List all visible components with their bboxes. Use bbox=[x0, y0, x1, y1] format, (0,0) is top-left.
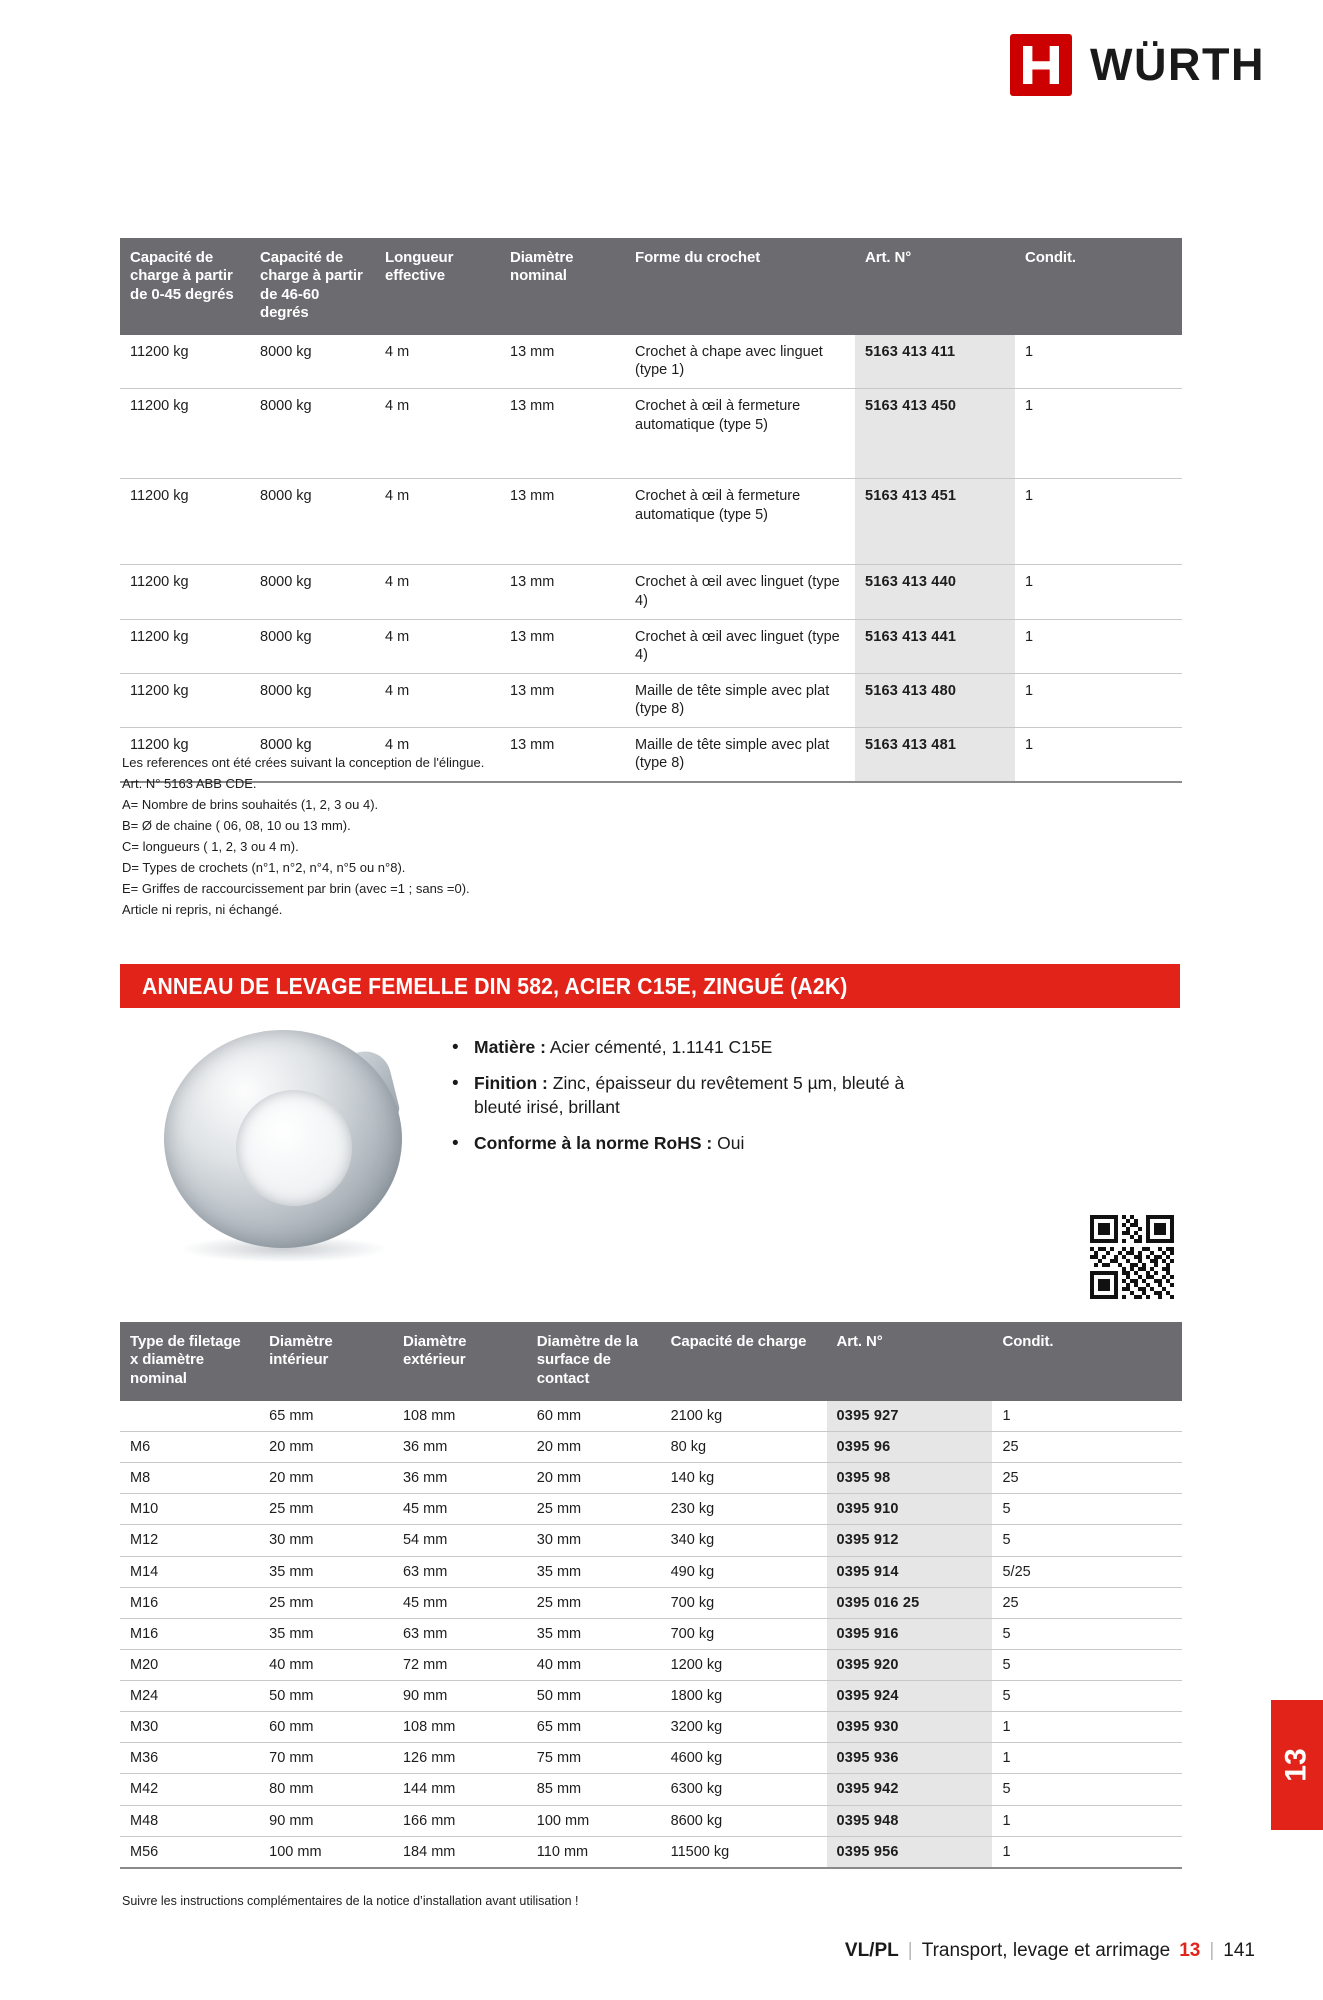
col-inner-diameter: Diamètre intérieur bbox=[259, 1322, 393, 1401]
table-row bbox=[120, 389, 1182, 479]
product-image-bore bbox=[236, 1090, 352, 1206]
cell-thread-type: M42 bbox=[120, 1774, 259, 1805]
footnote-line: D= Types de crochets (n°1, n°2, n°4, n°5 ou n°8). bbox=[122, 860, 406, 876]
page-footer bbox=[845, 1940, 1255, 1962]
cell-capacity-0-45: 11200 kg bbox=[120, 565, 250, 619]
table-row bbox=[120, 1525, 1182, 1556]
cell-load-capacity: 3200 kg bbox=[661, 1712, 827, 1743]
cell-contact-surface-diameter: 65 mm bbox=[527, 1712, 661, 1743]
cell-article-number[interactable]: 5163 413 450 bbox=[855, 389, 1015, 479]
section-title-banner bbox=[120, 964, 1180, 1008]
cell-inner-diameter: 20 mm bbox=[259, 1463, 393, 1494]
installation-note: Suivre les instructions complémentaires de la notice d’installation avant utilisation ! bbox=[122, 1894, 579, 1908]
wurth-logo-icon bbox=[1010, 34, 1072, 96]
cell-capacity-0-45: 11200 kg bbox=[120, 389, 250, 479]
footer-title: Transport, levage et arrimage bbox=[921, 1940, 1171, 1961]
cell-capacity-0-45: 11200 kg bbox=[120, 335, 250, 389]
cell-load-capacity: 140 kg bbox=[661, 1463, 827, 1494]
cell-nominal-diameter: 13 mm bbox=[500, 389, 625, 479]
table-row bbox=[120, 1432, 1182, 1463]
cell-contact-surface-diameter: 100 mm bbox=[527, 1805, 661, 1836]
cell-contact-surface-diameter: 35 mm bbox=[527, 1556, 661, 1587]
cell-load-capacity: 6300 kg bbox=[661, 1774, 827, 1805]
cell-outer-diameter: 90 mm bbox=[393, 1681, 527, 1712]
cell-capacity-0-45: 11200 kg bbox=[120, 673, 250, 727]
cell-thread-type: M36 bbox=[120, 1743, 259, 1774]
cell-article-number[interactable]: 5163 413 481 bbox=[855, 728, 1015, 783]
col-nominal-diameter: Diamètre nominal bbox=[500, 238, 625, 335]
cell-hook-form: Maille de tête simple avec plat (type 8) bbox=[625, 728, 855, 783]
sling-footnotes bbox=[122, 752, 484, 920]
cell-packaging: 1 bbox=[1015, 565, 1182, 619]
cell-outer-diameter: 72 mm bbox=[393, 1649, 527, 1680]
cell-thread-type: M24 bbox=[120, 1681, 259, 1712]
cell-load-capacity: 1800 kg bbox=[661, 1681, 827, 1712]
cell-contact-surface-diameter: 20 mm bbox=[527, 1432, 661, 1463]
cell-capacity-0-45: 11200 kg bbox=[120, 728, 250, 783]
cell-packaging: 1 bbox=[1015, 335, 1182, 389]
cell-article-number[interactable]: 0395 96 bbox=[827, 1432, 993, 1463]
cell-packaging: 5/25 bbox=[992, 1556, 1182, 1587]
table-row bbox=[120, 1681, 1182, 1712]
cell-packaging: 5 bbox=[992, 1649, 1182, 1680]
eyebolt-dimensions-table bbox=[120, 1322, 1182, 1869]
cell-nominal-diameter: 13 mm bbox=[500, 728, 625, 783]
cell-nominal-diameter: 13 mm bbox=[500, 335, 625, 389]
cell-effective-length: 4 m bbox=[375, 389, 500, 479]
chapter-tab bbox=[1271, 1700, 1323, 1830]
cell-article-number[interactable]: 5163 413 480 bbox=[855, 673, 1015, 727]
table-row bbox=[120, 1649, 1182, 1680]
cell-contact-surface-diameter: 75 mm bbox=[527, 1743, 661, 1774]
cell-article-number[interactable]: 5163 413 441 bbox=[855, 619, 1015, 673]
cell-capacity-46-60: 8000 kg bbox=[250, 619, 375, 673]
cell-hook-form: Crochet à chape avec linguet (type 1) bbox=[625, 335, 855, 389]
sling-table-body bbox=[120, 335, 1182, 782]
cell-load-capacity: 4600 kg bbox=[661, 1743, 827, 1774]
footnote-line: A= Nombre de brins souhaités (1, 2, 3 ou 4). bbox=[122, 797, 379, 813]
cell-article-number[interactable]: 0395 910 bbox=[827, 1494, 993, 1525]
cell-inner-diameter: 80 mm bbox=[259, 1774, 393, 1805]
cell-article-number[interactable]: 0395 942 bbox=[827, 1774, 993, 1805]
col-outer-diameter: Diamètre extérieur bbox=[393, 1322, 527, 1401]
cell-outer-diameter: 166 mm bbox=[393, 1805, 527, 1836]
qr-code-icon[interactable] bbox=[1090, 1215, 1174, 1299]
cell-packaging: 5 bbox=[992, 1494, 1182, 1525]
cell-packaging: 1 bbox=[992, 1743, 1182, 1774]
cell-article-number[interactable]: 0395 916 bbox=[827, 1618, 993, 1649]
cell-thread-type: M8 bbox=[120, 1463, 259, 1494]
cell-article-number[interactable]: 5163 413 451 bbox=[855, 479, 1015, 565]
cell-contact-surface-diameter: 40 mm bbox=[527, 1649, 661, 1680]
cell-inner-diameter: 40 mm bbox=[259, 1649, 393, 1680]
cell-hook-form: Maille de tête simple avec plat (type 8) bbox=[625, 673, 855, 727]
table-row bbox=[120, 673, 1182, 727]
footer-section-number: 13 bbox=[1179, 1940, 1201, 1961]
cell-packaging: 1 bbox=[1015, 673, 1182, 727]
table-row bbox=[120, 1774, 1182, 1805]
cell-inner-diameter: 100 mm bbox=[259, 1836, 393, 1868]
cell-contact-surface-diameter: 25 mm bbox=[527, 1587, 661, 1618]
cell-nominal-diameter: 13 mm bbox=[500, 619, 625, 673]
cell-capacity-46-60: 8000 kg bbox=[250, 479, 375, 565]
cell-article-number[interactable]: 0395 948 bbox=[827, 1805, 993, 1836]
cell-packaging: 1 bbox=[992, 1712, 1182, 1743]
col-load-capacity: Capacité de charge bbox=[661, 1322, 827, 1401]
table-row bbox=[120, 1494, 1182, 1525]
cell-thread-type: M20 bbox=[120, 1649, 259, 1680]
cell-hook-form: Crochet à œil à fermeture automatique (type 5) bbox=[625, 479, 855, 565]
list-item bbox=[452, 1072, 932, 1119]
cell-packaging: 1 bbox=[1015, 389, 1182, 479]
cell-effective-length: 4 m bbox=[375, 619, 500, 673]
cell-outer-diameter: 54 mm bbox=[393, 1525, 527, 1556]
cell-inner-diameter: 25 mm bbox=[259, 1587, 393, 1618]
cell-outer-diameter: 108 mm bbox=[393, 1401, 527, 1432]
footnote-line: E= Griffes de raccourcissement par brin (avec =1 ; sans =0). bbox=[122, 881, 470, 897]
spec-value: Acier cémenté, 1.1141 C15E bbox=[549, 1037, 773, 1057]
cell-contact-surface-diameter: 85 mm bbox=[527, 1774, 661, 1805]
cell-contact-surface-diameter: 35 mm bbox=[527, 1618, 661, 1649]
footnote-line: Les references ont été crées suivant la conception de l'élingue. bbox=[122, 755, 485, 770]
table-row bbox=[120, 1743, 1182, 1774]
cell-article-number[interactable]: 0395 956 bbox=[827, 1836, 993, 1868]
table-header-row bbox=[120, 1322, 1182, 1401]
cell-thread-type: M10 bbox=[120, 1494, 259, 1525]
cell-outer-diameter: 108 mm bbox=[393, 1712, 527, 1743]
cell-capacity-46-60: 8000 kg bbox=[250, 389, 375, 479]
cell-load-capacity: 490 kg bbox=[661, 1556, 827, 1587]
cell-inner-diameter: 70 mm bbox=[259, 1743, 393, 1774]
cell-inner-diameter: 60 mm bbox=[259, 1712, 393, 1743]
cell-load-capacity: 340 kg bbox=[661, 1525, 827, 1556]
cell-hook-form: Crochet à œil à fermeture automatique (type 5) bbox=[625, 389, 855, 479]
cell-capacity-46-60: 8000 kg bbox=[250, 565, 375, 619]
eyebolt-table-body bbox=[120, 1401, 1182, 1868]
footnote-line: Article ni repris, ni échangé. bbox=[122, 902, 283, 918]
cell-packaging: 1 bbox=[1015, 619, 1182, 673]
cell-inner-diameter: 65 mm bbox=[259, 1401, 393, 1432]
cell-effective-length: 4 m bbox=[375, 335, 500, 389]
table-row bbox=[120, 1805, 1182, 1836]
table-row bbox=[120, 1587, 1182, 1618]
cell-nominal-diameter: 13 mm bbox=[500, 673, 625, 727]
cell-contact-surface-diameter: 110 mm bbox=[527, 1836, 661, 1868]
cell-outer-diameter: 63 mm bbox=[393, 1618, 527, 1649]
spec-label: Finition : bbox=[474, 1073, 548, 1094]
cell-outer-diameter: 63 mm bbox=[393, 1556, 527, 1587]
cell-contact-surface-diameter: 60 mm bbox=[527, 1401, 661, 1432]
table-row bbox=[120, 1618, 1182, 1649]
table-header-row bbox=[120, 238, 1182, 335]
cell-outer-diameter: 144 mm bbox=[393, 1774, 527, 1805]
section-title-text: ANNEAU DE LEVAGE FEMELLE DIN 582, ACIER C15E, ZINGUÉ (A2K) bbox=[142, 972, 848, 999]
footer-separator: | bbox=[907, 1940, 913, 1961]
cell-article-number[interactable]: 5163 413 440 bbox=[855, 565, 1015, 619]
product-image-eyebolt bbox=[152, 1022, 412, 1282]
cell-load-capacity: 700 kg bbox=[661, 1618, 827, 1649]
table-row bbox=[120, 1712, 1182, 1743]
footer-page-number: 141 bbox=[1223, 1940, 1255, 1961]
col-effective-length: Longueur effective bbox=[375, 238, 500, 335]
cell-nominal-diameter: 13 mm bbox=[500, 565, 625, 619]
col-contact-surface-diameter: Diamètre de la surface de contact bbox=[527, 1322, 661, 1401]
cell-capacity-0-45: 11200 kg bbox=[120, 619, 250, 673]
spec-label: Conforme à la norme RoHS : bbox=[474, 1133, 713, 1154]
cell-inner-diameter: 30 mm bbox=[259, 1525, 393, 1556]
footer-separator-2: | bbox=[1209, 1940, 1215, 1961]
footnote-line: Art. N° 5163 ABB CDE. bbox=[122, 776, 257, 792]
cell-thread-type: M6 bbox=[120, 1432, 259, 1463]
cell-outer-diameter: 45 mm bbox=[393, 1587, 527, 1618]
sling-capacity-table bbox=[120, 238, 1182, 783]
cell-effective-length: 4 m bbox=[375, 479, 500, 565]
cell-article-number[interactable]: 0395 924 bbox=[827, 1681, 993, 1712]
cell-inner-diameter: 25 mm bbox=[259, 1494, 393, 1525]
list-item bbox=[452, 1036, 932, 1059]
cell-capacity-0-45: 11200 kg bbox=[120, 479, 250, 565]
cell-thread-type: M16 bbox=[120, 1587, 259, 1618]
cell-article-number[interactable]: 0395 016 25 bbox=[827, 1587, 993, 1618]
cell-thread-type: M30 bbox=[120, 1712, 259, 1743]
list-item bbox=[452, 1132, 932, 1155]
product-specs-list bbox=[412, 1036, 932, 1169]
footer-category: VL/PL bbox=[844, 1940, 899, 1961]
col-packaging: Condit. bbox=[1015, 238, 1182, 335]
cell-load-capacity: 230 kg bbox=[661, 1494, 827, 1525]
col-article-number: Art. N° bbox=[827, 1322, 993, 1401]
cell-packaging: 25 bbox=[992, 1463, 1182, 1494]
cell-thread-type bbox=[120, 1401, 259, 1432]
brand-name: WÜRTH bbox=[1090, 39, 1265, 90]
cell-packaging: 1 bbox=[992, 1401, 1182, 1432]
cell-contact-surface-diameter: 50 mm bbox=[527, 1681, 661, 1712]
brand-header bbox=[1010, 34, 1265, 96]
cell-outer-diameter: 184 mm bbox=[393, 1836, 527, 1868]
table-row bbox=[120, 335, 1182, 389]
cell-hook-form: Crochet à œil avec linguet (type 4) bbox=[625, 619, 855, 673]
col-capacity-46-60: Capacité de charge à partir de 46-60 degrés bbox=[250, 238, 375, 335]
product-image-ring bbox=[164, 1030, 402, 1248]
table-row bbox=[120, 619, 1182, 673]
cell-thread-type: M56 bbox=[120, 1836, 259, 1868]
cell-thread-type: M48 bbox=[120, 1805, 259, 1836]
cell-load-capacity: 11500 kg bbox=[661, 1836, 827, 1868]
cell-article-number[interactable]: 0395 914 bbox=[827, 1556, 993, 1587]
cell-outer-diameter: 36 mm bbox=[393, 1432, 527, 1463]
cell-load-capacity: 1200 kg bbox=[661, 1649, 827, 1680]
table-row bbox=[120, 1556, 1182, 1587]
cell-inner-diameter: 50 mm bbox=[259, 1681, 393, 1712]
cell-inner-diameter: 35 mm bbox=[259, 1618, 393, 1649]
cell-contact-surface-diameter: 30 mm bbox=[527, 1525, 661, 1556]
cell-effective-length: 4 m bbox=[375, 673, 500, 727]
cell-thread-type: M16 bbox=[120, 1618, 259, 1649]
spec-value: Oui bbox=[717, 1133, 745, 1154]
chapter-tab-number: 13 bbox=[1280, 1748, 1313, 1782]
cell-article-number[interactable]: 5163 413 411 bbox=[855, 335, 1015, 389]
cell-article-number[interactable]: 0395 927 bbox=[827, 1401, 993, 1432]
cell-load-capacity: 2100 kg bbox=[661, 1401, 827, 1432]
table-row bbox=[120, 1836, 1182, 1868]
cell-load-capacity: 80 kg bbox=[661, 1432, 827, 1463]
cell-thread-type: M14 bbox=[120, 1556, 259, 1587]
cell-load-capacity: 700 kg bbox=[661, 1587, 827, 1618]
table-row bbox=[120, 1401, 1182, 1432]
cell-hook-form: Crochet à œil avec linguet (type 4) bbox=[625, 565, 855, 619]
cell-outer-diameter: 45 mm bbox=[393, 1494, 527, 1525]
cell-packaging: 25 bbox=[992, 1587, 1182, 1618]
cell-packaging: 5 bbox=[992, 1525, 1182, 1556]
table-row bbox=[120, 1463, 1182, 1494]
footnote-line: B= Ø de chaine ( 06, 08, 10 ou 13 mm). bbox=[122, 818, 351, 834]
cell-capacity-46-60: 8000 kg bbox=[250, 728, 375, 783]
spec-label: Matière : bbox=[474, 1037, 546, 1057]
cell-inner-diameter: 90 mm bbox=[259, 1805, 393, 1836]
cell-thread-type: M12 bbox=[120, 1525, 259, 1556]
cell-effective-length: 4 m bbox=[375, 728, 500, 783]
col-hook-form: Forme du crochet bbox=[625, 238, 855, 335]
col-packaging: Condit. bbox=[992, 1322, 1182, 1401]
col-thread-type: Type de filetage x diamètre nominal bbox=[120, 1322, 259, 1401]
cell-capacity-46-60: 8000 kg bbox=[250, 335, 375, 389]
cell-outer-diameter: 126 mm bbox=[393, 1743, 527, 1774]
footnote-line: C= longueurs ( 1, 2, 3 ou 4 m). bbox=[122, 839, 299, 855]
cell-packaging: 1 bbox=[992, 1836, 1182, 1868]
cell-article-number[interactable]: 0395 936 bbox=[827, 1743, 993, 1774]
cell-packaging: 1 bbox=[992, 1805, 1182, 1836]
spec-value: Zinc, épaisseur du revêtement 5 µm, bleuté à bleuté irisé, brillant bbox=[474, 1073, 905, 1117]
cell-article-number[interactable]: 0395 98 bbox=[827, 1463, 993, 1494]
cell-packaging: 5 bbox=[992, 1681, 1182, 1712]
cell-article-number[interactable]: 0395 920 bbox=[827, 1649, 993, 1680]
cell-packaging: 5 bbox=[992, 1774, 1182, 1805]
cell-inner-diameter: 35 mm bbox=[259, 1556, 393, 1587]
cell-contact-surface-diameter: 25 mm bbox=[527, 1494, 661, 1525]
table-row bbox=[120, 565, 1182, 619]
cell-outer-diameter: 36 mm bbox=[393, 1463, 527, 1494]
col-article-number: Art. N° bbox=[855, 238, 1015, 335]
cell-nominal-diameter: 13 mm bbox=[500, 479, 625, 565]
cell-packaging: 5 bbox=[992, 1618, 1182, 1649]
cell-load-capacity: 8600 kg bbox=[661, 1805, 827, 1836]
col-capacity-0-45: Capacité de charge à partir de 0-45 degrés bbox=[120, 238, 250, 335]
cell-inner-diameter: 20 mm bbox=[259, 1432, 393, 1463]
table-row bbox=[120, 479, 1182, 565]
cell-contact-surface-diameter: 20 mm bbox=[527, 1463, 661, 1494]
cell-packaging: 25 bbox=[992, 1432, 1182, 1463]
cell-effective-length: 4 m bbox=[375, 565, 500, 619]
cell-packaging: 1 bbox=[1015, 479, 1182, 565]
cell-article-number[interactable]: 0395 912 bbox=[827, 1525, 993, 1556]
cell-article-number[interactable]: 0395 930 bbox=[827, 1712, 993, 1743]
cell-packaging: 1 bbox=[1015, 728, 1182, 783]
cell-capacity-46-60: 8000 kg bbox=[250, 673, 375, 727]
